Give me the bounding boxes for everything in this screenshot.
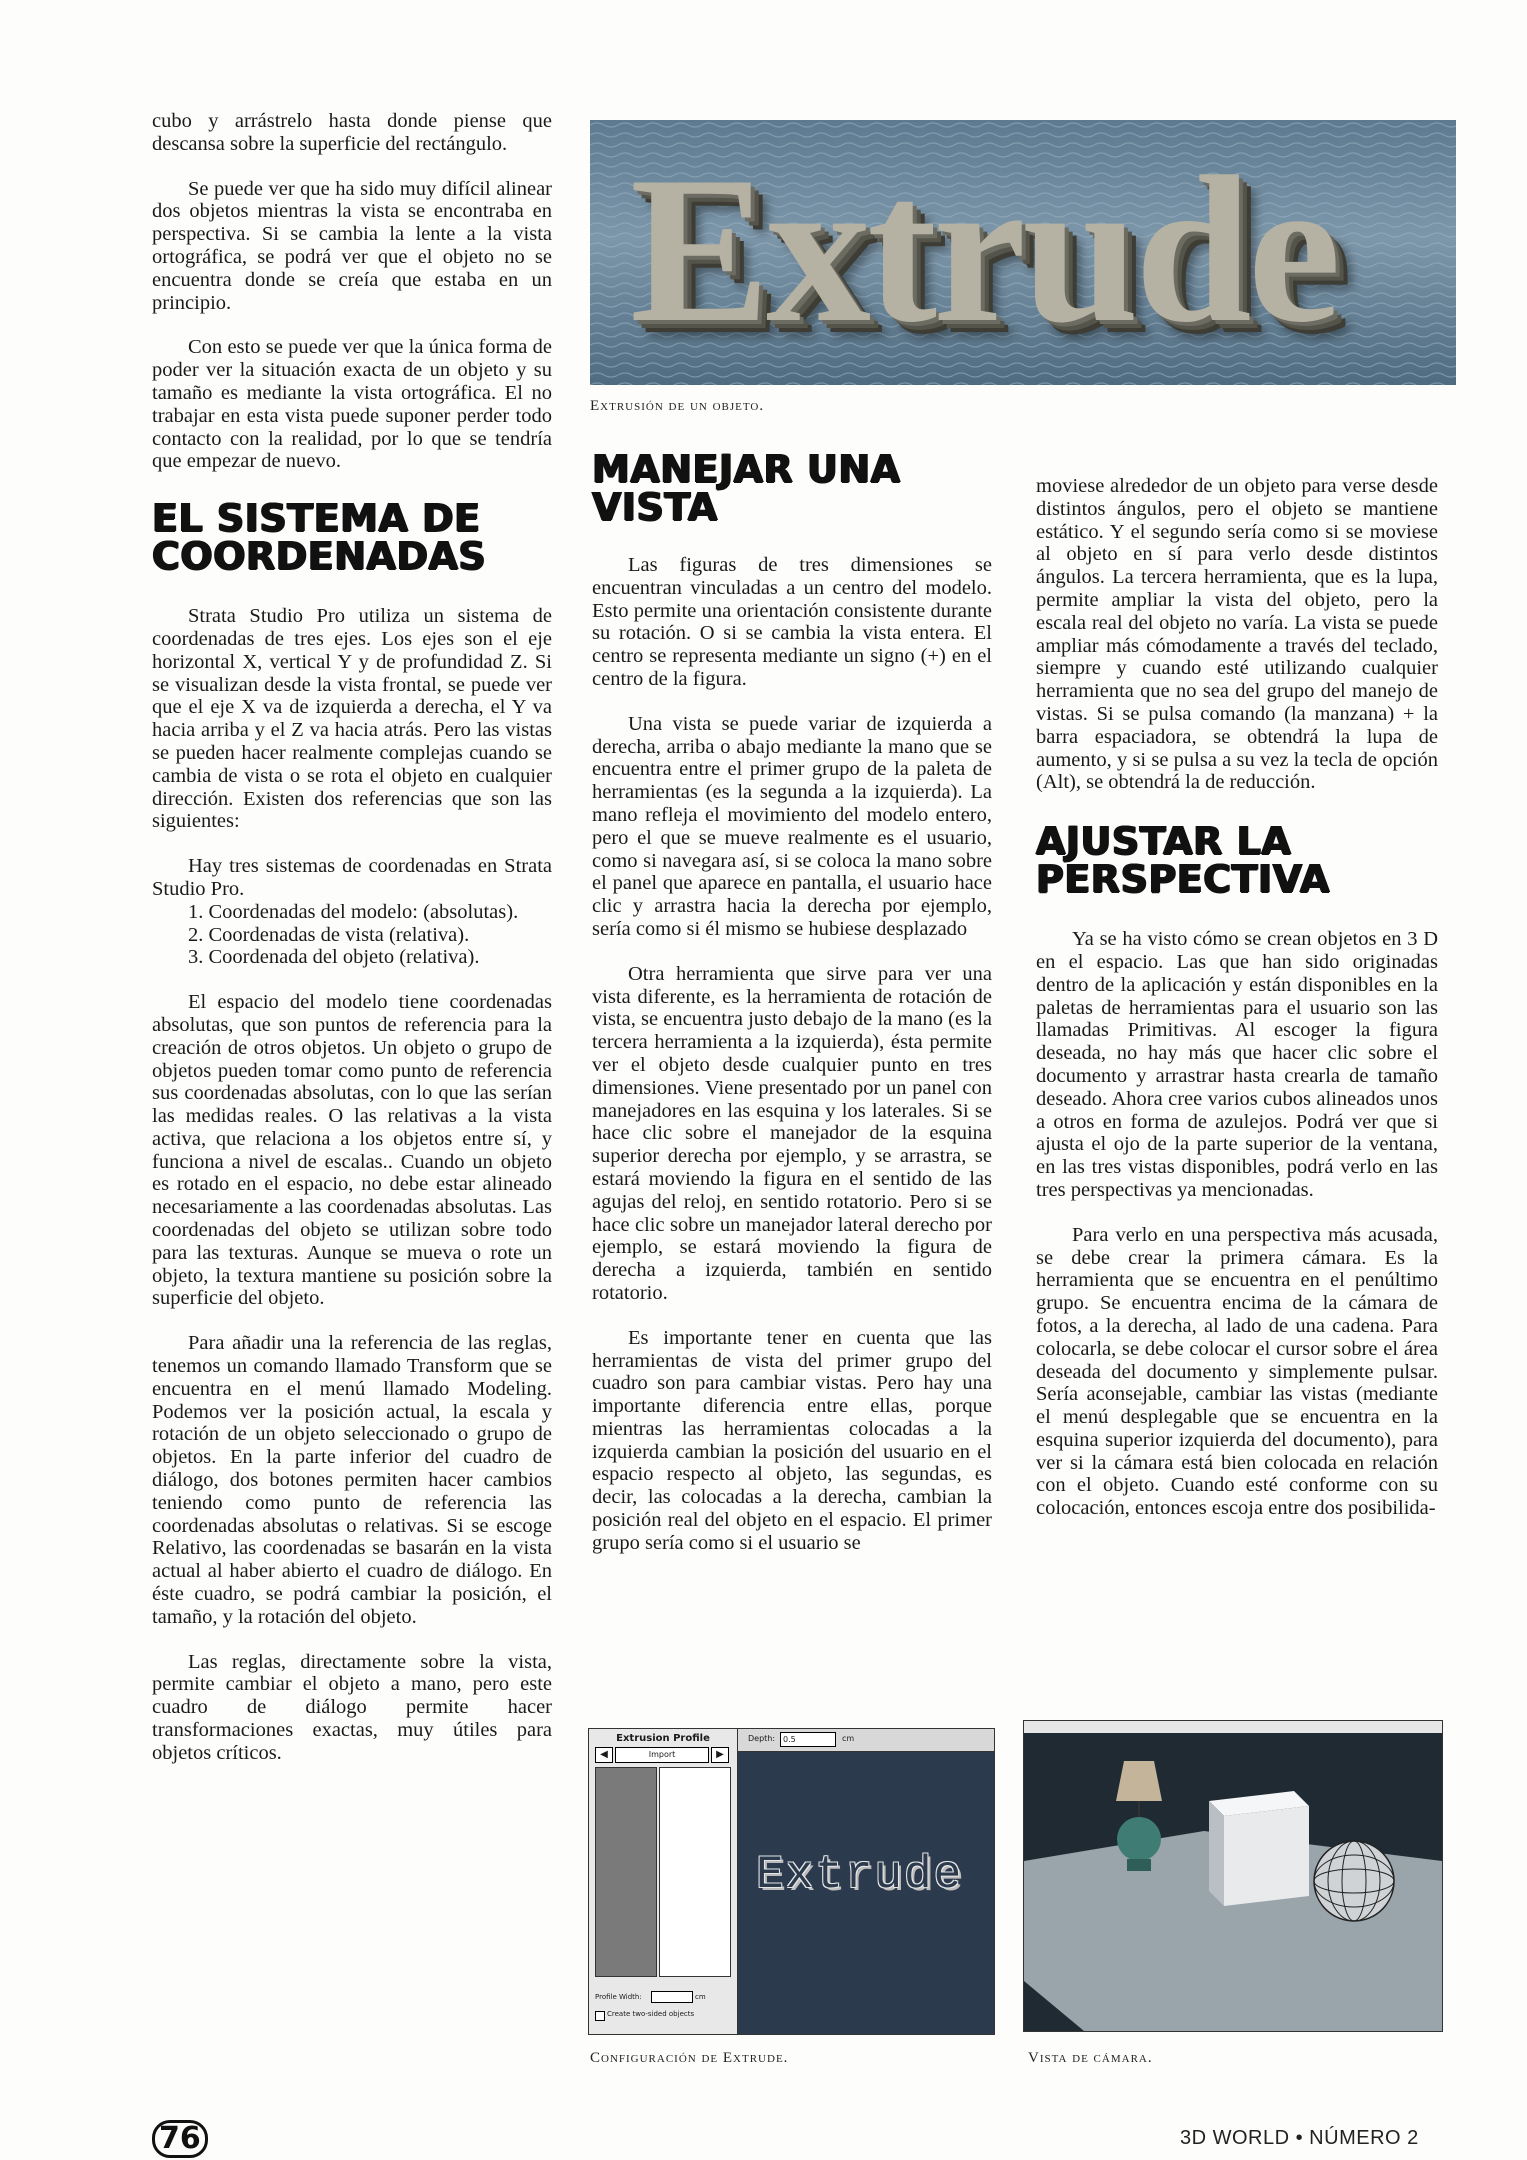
depth-label: Depth: <box>748 1734 776 1743</box>
paragraph: Las reglas, directamente sobre la vista, permite cambiar el objeto a mano, pero este cuadro de diálogo permite hacer transformaciones exactas, muy útiles para objetos críticos. <box>152 1650 552 1764</box>
column-3 <box>1036 475 1438 1520</box>
extrude-image <box>590 120 1456 385</box>
paragraph: El espacio del modelo tiene coordenadas absolutas, que son puntos de referencia para la creación de otros objetos. Un objeto o grupo de objetos pueden tomar como punto de referencia sus coordenadas absolutas, con lo que las serían las medidas reales. O las relativas a la vista activa, que relaciona a los objetos entre sí, y funciona a nivel de escalas.. Cuando un objeto es rotado en el espacio, no debe estar alineado necesariamente a las coordenadas absolutas. Las coordenadas del objeto se utilizan sobre todo para las texturas. Aunque se mueva o rote un objeto, la textura mantiene su posición sobre la superficie del objeto. <box>152 991 552 1310</box>
heading-line: PERSPECTIVA <box>1036 857 1330 902</box>
paragraph: Las figuras de tres dimensiones se encuentran vinculadas a un centro del modelo. Esto permite una orientación consistente durante su rotación. O si se cambia la vista entera. El centro se representa mediante un signo (+) en el centro de la figura. <box>592 554 992 690</box>
paragraph: Para verlo en una perspectiva más acusada, se debe crear la primera cámara. Es la herramienta que se encuentra en el penúltimo grupo. Se encuentra encima de la cámara de fotos, a la derecha, al lado de una cadena. Para colocarla, se debe colocar el cursor sobre el área deseada del documento y simplemente pulsar. Sería aconsejable, cambiar las vistas (mediante el menú desplegable que se encuentra en la esquina superior izquierda del documento), para ver si la cámara está bien colocada en relación con el objeto. Cuando esté conforme con su colocación, entonces escoja entre dos posibilida- <box>1036 1223 1438 1520</box>
heading-line: EL SISTEMA DE <box>152 496 481 541</box>
profile-width-label: Profile Width: <box>595 1993 642 2001</box>
paragraph: Hay tres sistemas de coordenadas en Strata Studio Pro. <box>152 855 552 900</box>
coordinate-list <box>152 901 552 969</box>
paragraph: Con esto se puede ver que la única forma de poder ver la situación exacta de un objeto y su tamaño es mediante la vista ortográfica. El no trabajar en esta vista puede suponer perder todo contacto con la realidad, por lo que se tendría que empezar de nuevo. <box>152 336 552 473</box>
panel-title: Extrusion Profile <box>616 1733 710 1744</box>
heading-line: VISTA <box>592 485 718 529</box>
paragraph: Strata Studio Pro utiliza un sistema de coordenadas de tres ejes. Los ejes son el eje horizontal X, vertical Y y de profundidad Z. Si se visualizan desde la vista frontal, se puede ver que el eje X va de izquierda a derecha, el Y va hacia arriba y el Z va hacia atrás. Pero las vistas se pueden hacer realmente complejas cuando se cambia de vista o se rota el objeto en cualquier dirección. Existen dos referencias que son las siguientes: <box>152 605 552 833</box>
camera-view-screenshot <box>1023 1720 1443 2032</box>
import-button[interactable]: Import <box>615 1747 709 1763</box>
camera-caption: Vista de cámara. <box>1028 2050 1153 2066</box>
paragraph: Es importante tener en cuenta que las herramientas de vista del primer grupo del cuadro son para cambiar vistas. Pero hay una importante diferencia entre ellas, porque mientras las herramientas colocadas a la izquierda cambian la posición del usuario en el espacio respecto al objeto, las segundas, es decir, las colocadas a la derecha, cambian la posición real del objeto en el espacio. El primer grupo sería como si el usuario se <box>592 1326 992 1554</box>
wireframe-sphere <box>1314 1841 1394 1921</box>
paragraph: Una vista se puede variar de izquierda a derecha, arriba o abajo mediante la mano que se encuentra entre el primer grupo de la paleta de herramientas (es la segunda a la izquierda). La mano refleja el movimiento del modelo entero, pero el que se mueve realmente es el usuario, como si navegara así, si se coloca la mano sobre el panel que aparece en pantalla, el usuario hace clic y arrastra hacia la derecha por ejemplo, sería como si él mismo se hubiese desplazado <box>592 712 992 940</box>
depth-bar <box>738 1729 994 1752</box>
paragraph: Ya se ha visto cómo se crean objetos en 3 D en el espacio. Las que han sido originadas dentro de la aplicación y están disponibles en la paletas de herramientas para el usuario son las llamadas Primitivas. Al escoger la figura deseada, no hay más que hacer clic sobre el documento y arrastrar hasta crearla de tamaño deseado. Ahora cree varios cubos alineados unos a otros en forma de azulejos. Podrá ver que si ajusta el ojo de la parte superior de la ventana, en las tres vistas disponibles, podrá verlo en las tres perspectivas ya mencionadas. <box>1036 928 1438 1201</box>
list-item: 1. Coordenadas del modelo: (absolutas). <box>188 900 519 923</box>
page-number: 76 <box>152 2120 208 2158</box>
section-heading <box>592 447 992 529</box>
arrow-left-icon[interactable]: ◀ <box>595 1747 613 1763</box>
two-sided-checkbox[interactable] <box>595 2011 605 2021</box>
camera-scene <box>1024 1721 1442 2031</box>
profile-width-input[interactable] <box>651 1991 693 2003</box>
arrow-right-icon[interactable]: ▶ <box>711 1747 729 1763</box>
paragraph: moviese alrededor de un objeto para verse desde distintos ángulos, pero el objeto se mantiene estático. Y el segundo sería como si se moviese al objeto en sí para verlo desde distintos ángulos. La tercera herramienta, que es la lupa, permite ampliar la vista del objeto, pero la escala real del objeto no varía. La vista se puede ampliar más cómodamente a través del teclado, siempre y cuando esté utilizando cualquier herramienta que no sea del grupo del manejo de vistas. Si se pulsa comando (la manzana) + la barra espaciadora, se obtendrá la lupa de aumento, y si se pulsa a su vez la tecla de opción (Alt), se obtendrá la de reducción. <box>1036 475 1438 794</box>
page-number-badge <box>152 2120 208 2158</box>
depth-input[interactable]: 0.5 <box>780 1732 836 1747</box>
extrude-preview-area <box>738 1729 994 2034</box>
section-heading <box>152 496 552 579</box>
extrude-config-screenshot <box>588 1728 995 2035</box>
magazine-name: 3D WORLD • NÚMERO 2 <box>1180 2127 1419 2149</box>
paragraph: Para añadir una la referencia de las reglas, tenemos un comando llamado Transform que se encuentra en el menú llamado Modeling. Podemos ver la posición actual, la escala y rotación de un objeto seleccionado o grupo de objetos. En la parte inferior del cuadro de diálogo, dos botones permiten hacer cambios teniendo como punto de referencia las coordenadas absolutas o relativas. Si se escoge Relativo, las coordenadas se basarán en la vista actual al haber abierto el cuadro de diálogo. En éste cuadro, se podrá cambiar la posición, el tamaño, y la rotación del objeto. <box>152 1332 552 1628</box>
profile-preview <box>659 1767 731 1977</box>
extrusion-profile-panel <box>589 1729 738 2034</box>
config-caption: Configuración de Extrude. <box>590 2050 789 2066</box>
list-item: 3. Coordenada del objeto (relativa). <box>188 946 480 969</box>
list-item: 2. Coordenadas de vista (relativa). <box>188 923 470 946</box>
column-1 <box>152 110 552 1765</box>
profile-list <box>595 1767 657 1977</box>
extrude-3d-text: Extrude <box>630 134 1337 366</box>
paragraph: cubo y arrástrelo hasta donde piense que descansa sobre la superficie del rectángulo. <box>152 110 552 155</box>
paragraph: Otra herramienta que sirve para ver una vista diferente, es la herramienta de rotación de vista, se encuentra justo debajo de la mano (es la tercera herramienta a la izquierda), ésta permite ver el objeto desde cualquier punto en tres dimensiones. Viene presentado por un panel con manejadores en las esquina y los laterales. Si se hace clic sobre el manejador de la esquina superior derecha por ejemplo, y se arrastra, se estará moviendo la figura en el sentido de las agujas del reloj, en sentido rotatorio. Pero si se hace clic sobre un manejador lateral derecho por ejemplo, se estará moviendo la figura de derecha a izquierda, también en sentido rotatorio. <box>592 962 992 1304</box>
checkbox-label: Create two-sided objects <box>607 2010 695 2018</box>
heading-line: MANEJAR UNA <box>592 447 901 491</box>
unit-label: cm <box>695 1993 706 2001</box>
extrude-caption: Extrusión de un objeto. <box>590 398 765 414</box>
heading-line: AJUSTAR LA <box>1036 819 1292 864</box>
column-2 <box>592 447 992 1555</box>
window-titlebar <box>1024 1721 1442 1733</box>
depth-unit: cm <box>842 1734 855 1743</box>
heading-line: COORDENADAS <box>152 534 487 579</box>
cube-front <box>1224 1806 1309 1906</box>
extrude-preview-text: Extrude <box>756 1849 964 1901</box>
cube-side <box>1209 1801 1224 1906</box>
section-heading <box>1036 819 1438 902</box>
paragraph: Se puede ver que ha sido muy difícil alinear dos objetos mientras la vista se encontraba en perspectiva. Si se cambia la lente a la vista ortográfica, se podrá ver que el objeto no se encuentra donde se creía que estaba en un principio. <box>152 177 552 314</box>
